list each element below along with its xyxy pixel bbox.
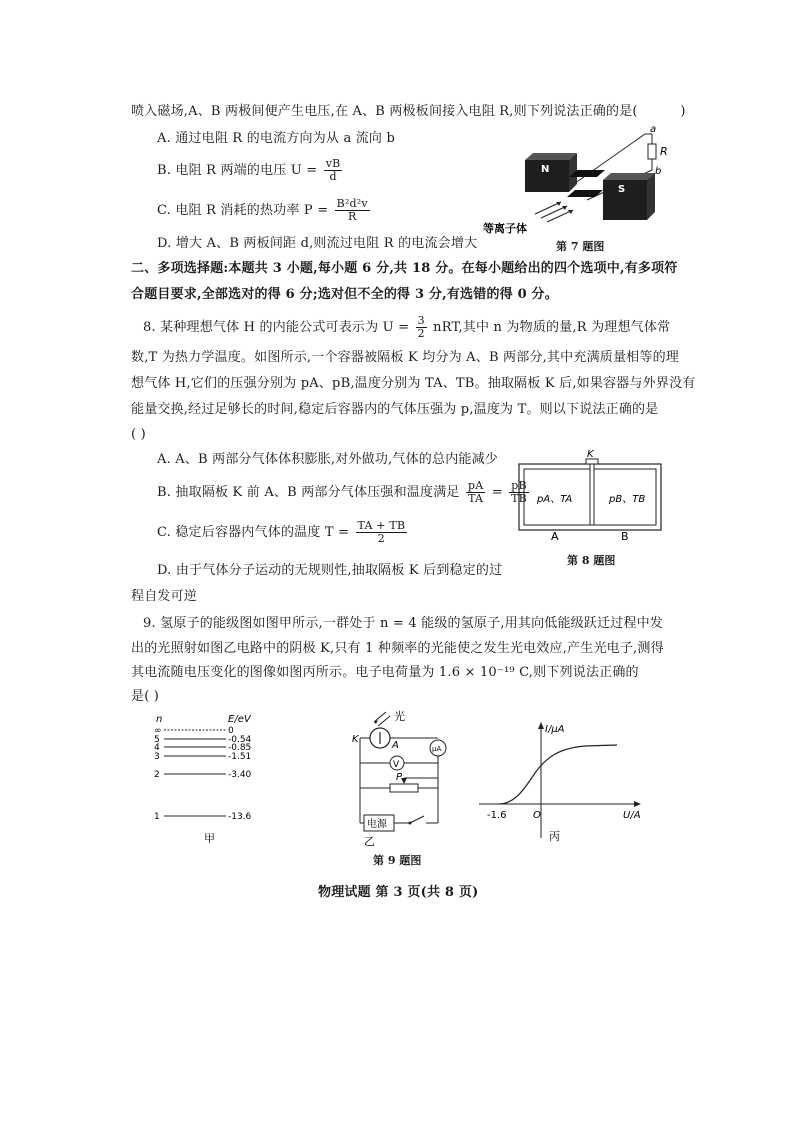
- q7-magnet-n-top: [525, 153, 577, 160]
- q8-option-b-prefix: B. 抽取隔板 K 前 A、B 两部分气体压强和温度满足: [157, 485, 460, 500]
- q7-option-c-numerator: B²d²v: [336, 197, 368, 210]
- q9-graph-y-arrow: [538, 722, 544, 729]
- q8-option-b-frac1-denominator: TA: [468, 492, 484, 505]
- q9-label-k: K: [352, 734, 359, 745]
- q9-label-a: A: [392, 740, 399, 751]
- q7-figure: [483, 122, 680, 235]
- q8-line1-denominator: 2: [417, 327, 425, 340]
- q8-figure: [515, 450, 665, 542]
- q8-option-b-frac2-denominator: TB: [511, 492, 527, 505]
- q9-label-v: V: [393, 760, 400, 770]
- q8-line5: ( ): [131, 427, 146, 442]
- q8-line1-prefix: 8. 某种理想气体 H 的内能公式可表示为 U =: [143, 320, 410, 335]
- q9-switch-pivot: [409, 822, 412, 825]
- q8-option-c-prefix: C. 稳定后容器内气体的温度 T =: [157, 525, 350, 540]
- q9-graph-origin: O: [533, 810, 541, 821]
- q8-option-b-frac2-numerator: pB: [509, 480, 529, 493]
- q8-option-b-frac1-numerator: pA: [467, 479, 484, 492]
- q8-option-d-line1: D. 由于气体分子运动的无规则性,抽取隔板 K 后到稳定的过: [157, 563, 503, 578]
- q8-option-b: [157, 480, 531, 506]
- q8-line1-suffix: nRT,其中 n 为物质的量,R 为理想气体常: [433, 320, 671, 335]
- q9-level-energy-label: -3.40: [228, 770, 252, 780]
- q7-option-c-fraction: [335, 198, 370, 223]
- q7-label-s: S: [618, 184, 626, 195]
- q9-level-energy-label: -0.85: [228, 743, 252, 753]
- q8-option-c-denominator: 2: [377, 532, 385, 545]
- q7-option-b-denominator: d: [329, 170, 337, 183]
- q9-level-n-label: 4: [154, 743, 160, 753]
- q8-option-c-numerator: TA + TB: [357, 519, 406, 532]
- q7-label-n: N: [541, 164, 550, 175]
- q7-magnet-s-top: [603, 173, 655, 180]
- q9-label-source: 电源: [367, 819, 387, 830]
- q8-label-k: K: [587, 449, 594, 460]
- q7-label-a: a: [650, 124, 657, 135]
- q7-label-r: R: [660, 145, 668, 158]
- q9-graph-ylabel: I/μA: [545, 724, 565, 735]
- q8-caption: 第 8 题图: [567, 554, 616, 567]
- q9-label-p: P: [396, 772, 403, 783]
- q8-label-b: B: [621, 530, 629, 543]
- q7-label-b: b: [655, 166, 662, 177]
- q9-line3: 其电流随电压变化的图像如图丙所示。电子电荷量为 1.6 × 10⁻¹⁹ C,则下列说法正确的: [131, 665, 639, 680]
- q8-label-a: A: [551, 530, 559, 543]
- q7-option-b-numerator: vB: [325, 157, 341, 170]
- q8-line1-numerator: 3: [417, 314, 425, 327]
- q9-energy-caption: 甲: [204, 832, 215, 845]
- q9-level-energy-label: -13.6: [228, 812, 252, 822]
- q7-plate-bottom: [567, 190, 603, 197]
- q7-option-c-denominator: R: [348, 210, 357, 223]
- q9-graph-x-tick: -1.6: [487, 810, 507, 821]
- q9-level-n-label: ∞: [154, 726, 162, 736]
- q7-option-c: [157, 198, 372, 224]
- section2-line1: 二、多项选择题:本题共 3 小题,每小题 6 分,共 18 分。在每小题给出的四个选项中,有多项符: [131, 261, 678, 276]
- q7-magnet-s-side: [647, 173, 655, 220]
- q7-caption: 第 7 题图: [556, 240, 605, 253]
- q7-option-d: D. 增大 A、B 两板间距 d,则流过电阻 R 的电流会增大: [157, 236, 478, 251]
- q7-option-a: A. 通过电阻 R 的电流方向为从 a 流向 b: [157, 131, 395, 146]
- q7-label-plasma: 等离子体: [483, 222, 527, 235]
- q9-graph-caption: 丙: [549, 830, 560, 843]
- q8-line3: 想气体 H,它们的压强分别为 pA、pB,温度分别为 TA、TB。抽取隔板 K 后,如果容器与外界没有: [131, 376, 696, 391]
- q9-header-e: E/eV: [228, 714, 251, 725]
- q7-arrow-1: [535, 202, 561, 214]
- q8-left-label: pA、TA: [537, 494, 573, 505]
- q7-option-b: [157, 158, 344, 184]
- q9-level-energy-label: -1.51: [228, 752, 252, 762]
- q7-option-b-prefix: B. 电阻 R 两端的电压 U =: [157, 163, 318, 178]
- q7-option-c-prefix: C. 电阻 R 消耗的热功率 P =: [157, 203, 329, 218]
- q8-line1: [143, 315, 670, 341]
- q7-stem: [131, 103, 686, 121]
- q7-option-b-fraction: [324, 158, 343, 183]
- q9-line4: 是( ): [131, 689, 160, 704]
- q9-level-n-label: 2: [154, 770, 160, 780]
- q9-circuit-diagram: [340, 708, 460, 848]
- q8-option-c-fraction: [356, 520, 408, 545]
- q9-caption: 第 9 题图: [373, 854, 422, 867]
- q9-level-n-label: 3: [154, 752, 160, 762]
- q8-option-b-fraction1: [466, 480, 485, 505]
- q8-line4: 能量交换,经过足够长的时间,稳定后容器内的气体压强为 p,温度为 T。则以下说法正确的是: [131, 402, 659, 417]
- q9-level-n-label: 1: [154, 812, 160, 822]
- q8-line2: 数,T 为热力学温度。如图所示,一个容器被隔板 K 均分为 A、B 两部分,其中充满质量相等的理: [131, 350, 679, 365]
- q9-iv-graph: [475, 718, 650, 846]
- q9-header-n: n: [156, 714, 163, 725]
- q7-arrow-2: [541, 206, 567, 218]
- q9-graph-curve: [499, 745, 617, 804]
- q8-right-label: pB、TB: [609, 494, 646, 505]
- q9-level-n-label: 5: [154, 735, 160, 745]
- q8-option-d-line2: 程自发可逆: [131, 589, 198, 604]
- q9-line2: 出的光照射如图乙电路中的阴极 K,只有 1 种频率的光能使之发生光电效应,产生光电子,测得: [131, 641, 664, 656]
- q9-label-light: 光: [394, 710, 405, 723]
- q9-level-energy-label: -0.54: [228, 735, 252, 745]
- q9-graph-x-arrow: [634, 801, 641, 807]
- q8-option-b-equals: =: [491, 485, 503, 500]
- q9-label-ua: μA: [432, 745, 442, 753]
- q9-circuit-caption: 乙: [364, 835, 375, 848]
- q9-switch-blade: [410, 816, 424, 823]
- section2-line2: 合题目要求,全部选对的得 6 分;选对但不全的得 3 分,有选错的得 0 分。: [131, 287, 558, 302]
- q9-graph-xlabel: U/A: [623, 810, 641, 821]
- q8-option-a: A. A、B 两部分气体体积膨胀,对外做功,气体的总内能减少: [157, 452, 498, 467]
- q7-paren-close: ): [680, 104, 686, 119]
- q7-stem-text: 喷入磁场,A、B 两极间便产生电压,在 A、B 两极板间接入电阻 R,则下列说法正确的是(: [131, 104, 638, 119]
- q7-resistor: [648, 144, 656, 159]
- page-footer: 物理试题 第 3 页(共 8 页): [318, 885, 479, 900]
- q8-line1-fraction: [416, 315, 427, 340]
- q8-partition-k: [590, 464, 594, 525]
- q9-rheostat: [390, 784, 418, 792]
- q9-energy-level-diagram: [150, 710, 280, 845]
- q9-levels: [154, 726, 252, 822]
- q7-arrow-3: [547, 210, 573, 222]
- q8-option-c: [157, 520, 409, 546]
- q9-level-energy-label: 0: [228, 726, 234, 736]
- q9-line1: 9. 氢原子的能级图如图甲所示,一群处于 n = 4 能级的氢原子,用其向低能级跃迁过程中发: [143, 616, 664, 631]
